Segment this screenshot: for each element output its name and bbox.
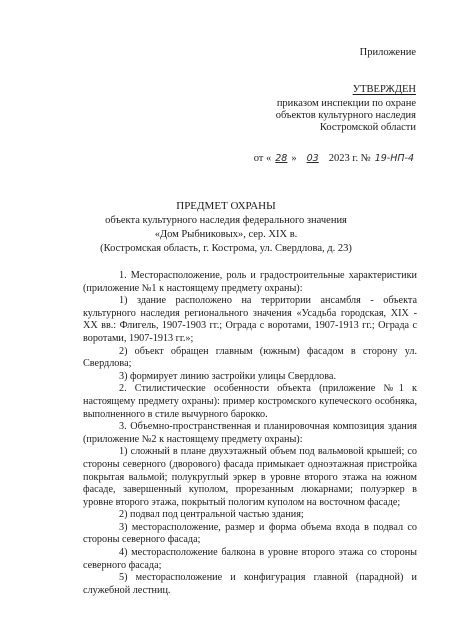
approved-heading xyxy=(353,84,416,96)
paragraph: 1) сложный в плане двухэтажный объем под вальмовой крышей; со стороны северного (дворового) фасада примыкает одноэтажная пристройка покрытая вальмой; полукруглый эркер в уровне второго этажа на южном фасаде, завершенный куполом, прорезанным люкарнами; полуэркер в уровне второго этажа, покрытый пологим куполом на восточном фасаде; xyxy=(83,446,417,508)
date-day: 28 xyxy=(275,153,288,164)
paragraph: 1. Месторасположение, роль и градостроительные характеристики (приложение №1 к настоящему предмету охраны): xyxy=(83,270,417,294)
date-prefix: от « xyxy=(253,153,272,164)
paragraph: 3. Объемно-пространственная и планировочная композиция здания (приложение №2 к настоящему предмету охраны): xyxy=(83,421,417,445)
subtitle-line-2: «Дом Рыбниковых», сер. XIX в. xyxy=(154,229,298,240)
paragraph: 3) формирует линию застройки улицы Свердлова. xyxy=(119,370,336,382)
paragraph: 2. Стилистические особенности объекта (приложение №1 к настоящему предмету охраны): пример костромского купеческого особняка, выполненного в стиле вычурного барокко. xyxy=(83,383,417,420)
paragraph: 2) подвал под центральной частью здания; xyxy=(119,509,304,521)
document-title: ПРЕДМЕТ ОХРАНЫ xyxy=(176,200,276,212)
date-month: 03 xyxy=(306,153,319,164)
paragraph: 4) месторасположение балкона в уровне второго этажа со стороны северного фасада; xyxy=(83,547,417,571)
date-sep: » xyxy=(291,153,297,164)
document-body xyxy=(83,270,417,597)
date-number: 19-НП-4 xyxy=(374,153,414,164)
order-line-1: приказом инспекции по охране xyxy=(276,98,416,109)
order-date-line xyxy=(254,153,416,165)
subtitle-line-3: (Костромская область, г. Кострома, ул. Свердлова, д. 23) xyxy=(100,243,352,254)
date-year: 2023 г. № xyxy=(328,153,371,164)
order-line-2: объектов культурного наследия xyxy=(275,110,416,121)
subtitle-line-1: объекта культурного наследия федерального значения xyxy=(105,215,347,226)
paragraph: 1) здание расположено на территории ансамбля - объекта культурного наследия регионального значения «Усадьба городская, XIX - XX вв.: Флигель, 1907-1903 гг.; Ограда с воротами, 1907-1913 гг.; Ограда с воротами, 1907-1913 гг.»; xyxy=(83,295,417,344)
paragraph: 5) месторасположение и конфигурация главной (парадной) и служебной лестниц. xyxy=(83,572,417,596)
paragraph: 3) месторасположение, размер и форма объема входа в подвал со стороны северного фасада; xyxy=(83,521,417,546)
approved-text: УТВЕРЖДЕН xyxy=(352,84,416,95)
paragraph: 2) объект обращен главным (южным) фасадом в сторону ул. Свердлова; xyxy=(83,345,417,370)
appendix-label: Приложение xyxy=(359,47,416,58)
order-line-3: Костромской области xyxy=(319,122,416,133)
